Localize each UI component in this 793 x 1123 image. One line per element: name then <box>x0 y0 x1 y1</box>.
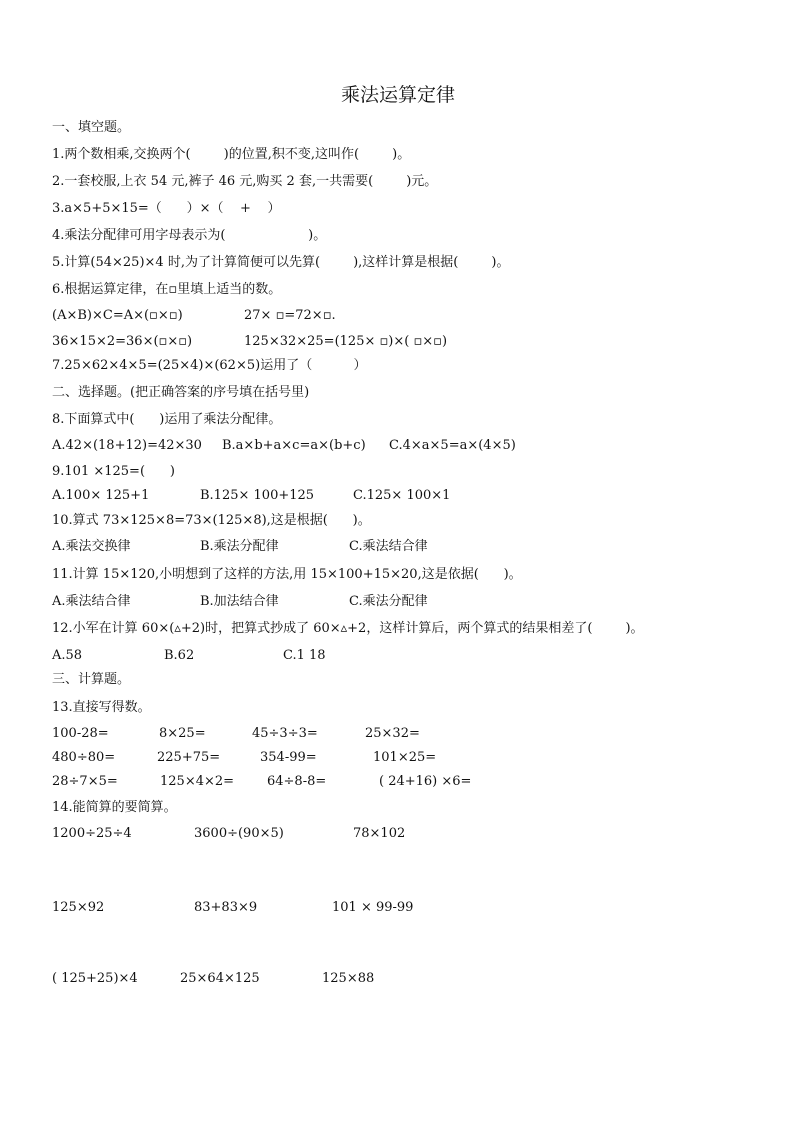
question-7: 7.25×62×4×5=(25×4)×(62×5)运用了（ ） <box>52 358 367 373</box>
calculation-item: 101 × 99-99 <box>332 900 414 915</box>
option-c: C.1 18 <box>283 648 326 663</box>
mental-math-item: 25×32= <box>365 726 420 741</box>
question-6-item: 36×15×2=36×(▫×▫) <box>52 334 193 349</box>
option-c: C.乘法结合律 <box>349 539 428 554</box>
question-13: 13.直接写得数。 <box>52 700 151 715</box>
question-1: 1.两个数相乘,交换两个( )的位置,积不变,这叫作( )。 <box>52 147 411 162</box>
question-3: 3.a×5+5×15=（ ）×（ + ） <box>52 201 281 216</box>
mental-math-item: 8×25= <box>159 726 206 741</box>
question-6-item: (A×B)×C=A×(▫×▫) <box>52 308 183 323</box>
option-b: B.加法结合律 <box>200 594 279 609</box>
option-b: B.乘法分配律 <box>200 539 279 554</box>
mental-math-item: 225+75= <box>157 750 221 765</box>
mental-math-item: 28÷7×5= <box>52 774 118 789</box>
calculation-item: 25×64×125 <box>180 971 260 986</box>
question-11: 11.计算 15×120,小明想到了这样的方法,用 15×100+15×20,这是依据( )。 <box>52 567 522 582</box>
option-c: C.乘法分配律 <box>349 594 428 609</box>
mental-math-item: 101×25= <box>373 750 437 765</box>
option-a: A.42×(18+12)=42×30 <box>52 438 202 453</box>
mental-math-item: 100-28= <box>52 726 109 741</box>
question-8: 8.下面算式中( )运用了乘法分配律。 <box>52 412 282 427</box>
calculation-item: ( 125+25)×4 <box>52 971 138 986</box>
option-a: A.乘法交换律 <box>52 539 131 554</box>
option-a: A.58 <box>52 648 83 663</box>
question-10: 10.算式 73×125×8=73×(125×8),这是根据( )。 <box>52 513 371 528</box>
mental-math-item: 125×4×2= <box>160 774 235 789</box>
option-a: A.100× 125+1 <box>52 488 150 503</box>
option-c: C.4×a×5=a×(4×5) <box>389 438 516 453</box>
question-6: 6.根据运算定律，在▫里填上适当的数。 <box>52 282 282 297</box>
option-b: B.a×b+a×c=a×(b+c) <box>222 438 366 453</box>
page-title: 乘法运算定律 <box>341 84 456 106</box>
mental-math-item: 354-99= <box>260 750 317 765</box>
mental-math-item: 480÷80= <box>52 750 116 765</box>
calculation-item: 83+83×9 <box>194 900 258 915</box>
option-b: B.62 <box>164 648 195 663</box>
calculation-item: 125×88 <box>322 971 375 986</box>
question-2: 2.一套校服,上衣 54 元,裤子 46 元,购买 2 套,一共需要( )元。 <box>52 174 438 189</box>
question-12: 12.小军在计算 60×(▵+2)时，把算式抄成了 60×▵+2，这样计算后，两个算式的结果相差了( )。 <box>52 621 644 636</box>
section-heading: 二、选择题。(把正确答案的序号填在括号里) <box>52 385 310 400</box>
question-4: 4.乘法分配律可用字母表示为( )。 <box>52 228 327 243</box>
question-9: 9.101 ×125=( ) <box>52 464 175 479</box>
option-a: A.乘法结合律 <box>52 594 131 609</box>
mental-math-item: ( 24+16) ×6= <box>379 774 472 789</box>
question-5: 5.计算(54×25)×4 时,为了计算简便可以先算( ),这样计算是根据( )。 <box>52 255 510 270</box>
mental-math-item: 45÷3÷3= <box>252 726 318 741</box>
calculation-item: 3600÷(90×5) <box>194 826 284 841</box>
section-heading: 三、计算题。 <box>52 672 131 687</box>
mental-math-item: 64÷8-8= <box>267 774 327 789</box>
calculation-item: 125×92 <box>52 900 105 915</box>
question-6-item: 27× ▫=72×▫. <box>244 308 336 323</box>
calculation-item: 78×102 <box>353 826 406 841</box>
section-heading: 一、填空题。 <box>52 120 131 135</box>
option-c: C.125× 100×1 <box>353 488 451 503</box>
calculation-item: 1200÷25÷4 <box>52 826 132 841</box>
question-14: 14.能简算的要简算。 <box>52 800 177 815</box>
question-6-item: 125×32×25=(125× ▫)×( ▫×▫) <box>244 334 448 349</box>
option-b: B.125× 100+125 <box>200 488 315 503</box>
